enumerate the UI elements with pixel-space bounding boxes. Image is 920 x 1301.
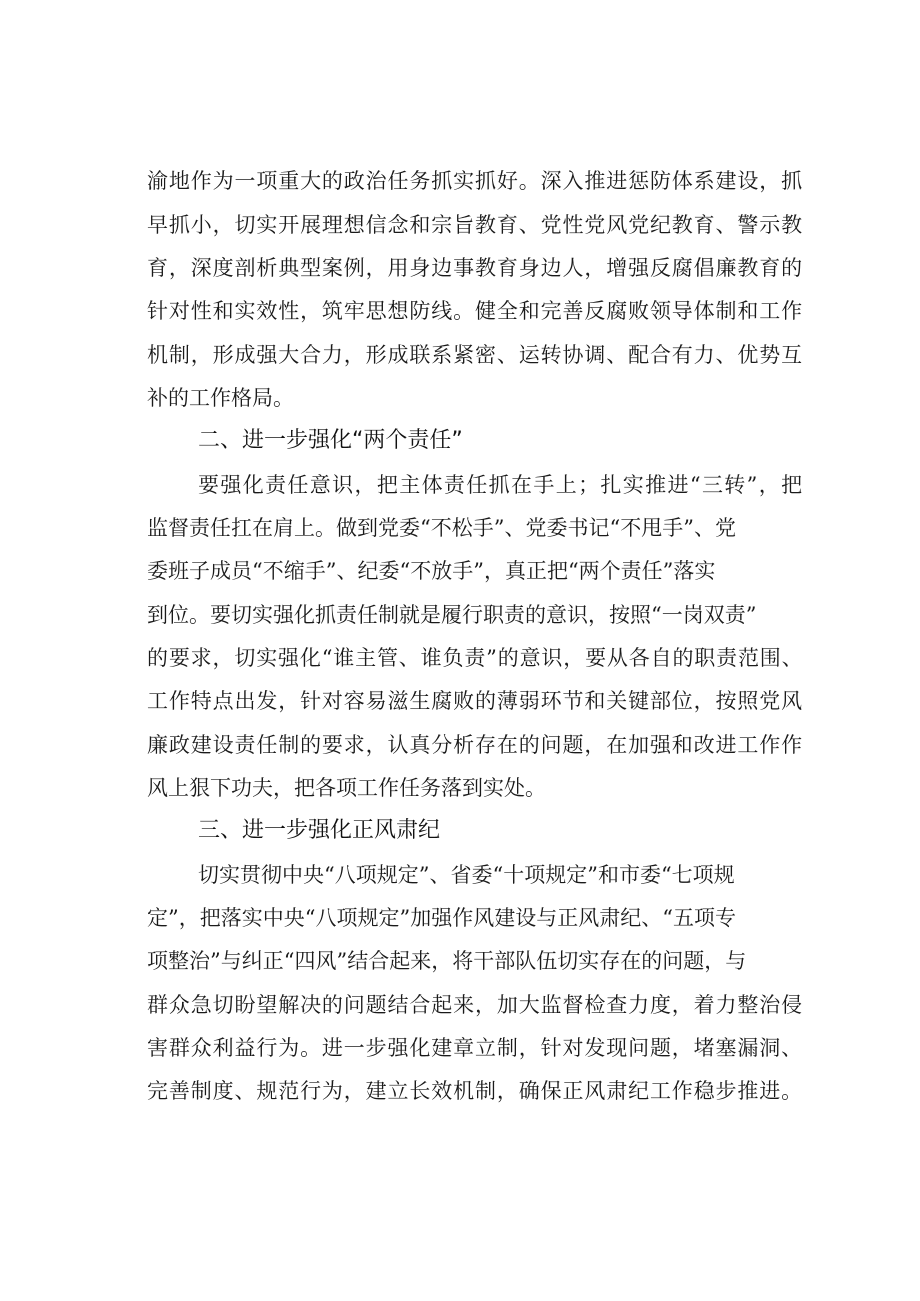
paragraph-first-line: 切实贯彻中央“八项规定”、省委“十项规定”和市委“七项规 — [198, 863, 735, 887]
body-line: 的要求，切实强化“谁主管、谁负责”的意识，要从各自的职责范围、 — [147, 646, 804, 670]
body-line: 完善制度、规范行为，建立长效机制，确保正风肃纪工作稳步推进。 — [147, 1079, 804, 1103]
body-line: 监督责任扛在肩上。做到党委“不松手”、党委书记“不甩手”、党 — [147, 516, 736, 540]
body-line: 机制，形成强大合力，形成联系紧密、运转协调、配合有力、优势互 — [147, 343, 804, 367]
body-line: 工作特点出发，针对容易滋生腐败的薄弱环节和关键部位，按照党风 — [147, 689, 804, 713]
body-line: 群众急切盼望解决的问题结合起来，加大监督检查力度，着力整治侵 — [147, 993, 804, 1017]
body-line: 害群众利益行为。进一步强化建章立制，针对发现问题，堵塞漏洞、 — [147, 1036, 804, 1060]
body-line: 委班子成员“不缩手”、纪委“不放手”，真正把“两个责任”落实 — [147, 559, 716, 583]
body-line: 针对性和实效性，筑牢思想防线。健全和完善反腐败领导体制和工作 — [147, 299, 804, 323]
paragraph-first-line: 要强化责任意识，把主体责任抓在手上；扎实推进“三转”，把 — [198, 473, 804, 497]
body-line: 项整治”与纠正“四风”结合起来，将干部队伍切实存在的问题，与 — [147, 949, 747, 973]
body-line: 定”，把落实中央“八项规定”加强作风建设与正风肃纪、“五项专 — [147, 906, 736, 930]
body-line: 补的工作格局。 — [147, 386, 294, 410]
section-heading-two: 二、进一步强化“两个责任” — [198, 428, 463, 453]
body-line: 风上狠下功夫，把各项工作任务落到实处。 — [147, 776, 546, 800]
section-heading-three: 三、进一步强化正风肃纪 — [198, 818, 441, 843]
body-line: 渝地作为一项重大的政治任务抓实抓好。深入推进惩防体系建设，抓 — [147, 169, 804, 193]
body-line: 早抓小，切实开展理想信念和宗旨教育、党性党风党纪教育、警示教 — [147, 213, 804, 237]
body-line: 到位。要切实强化抓责任制就是履行职责的意识，按照“一岗双责” — [147, 603, 757, 627]
body-line: 廉政建设责任制的要求，认真分析存在的问题，在加强和改进工作作 — [147, 733, 804, 757]
body-line: 育，深度剖析典型案例，用身边事教育身边人，增强反腐倡廉教育的 — [147, 256, 804, 280]
